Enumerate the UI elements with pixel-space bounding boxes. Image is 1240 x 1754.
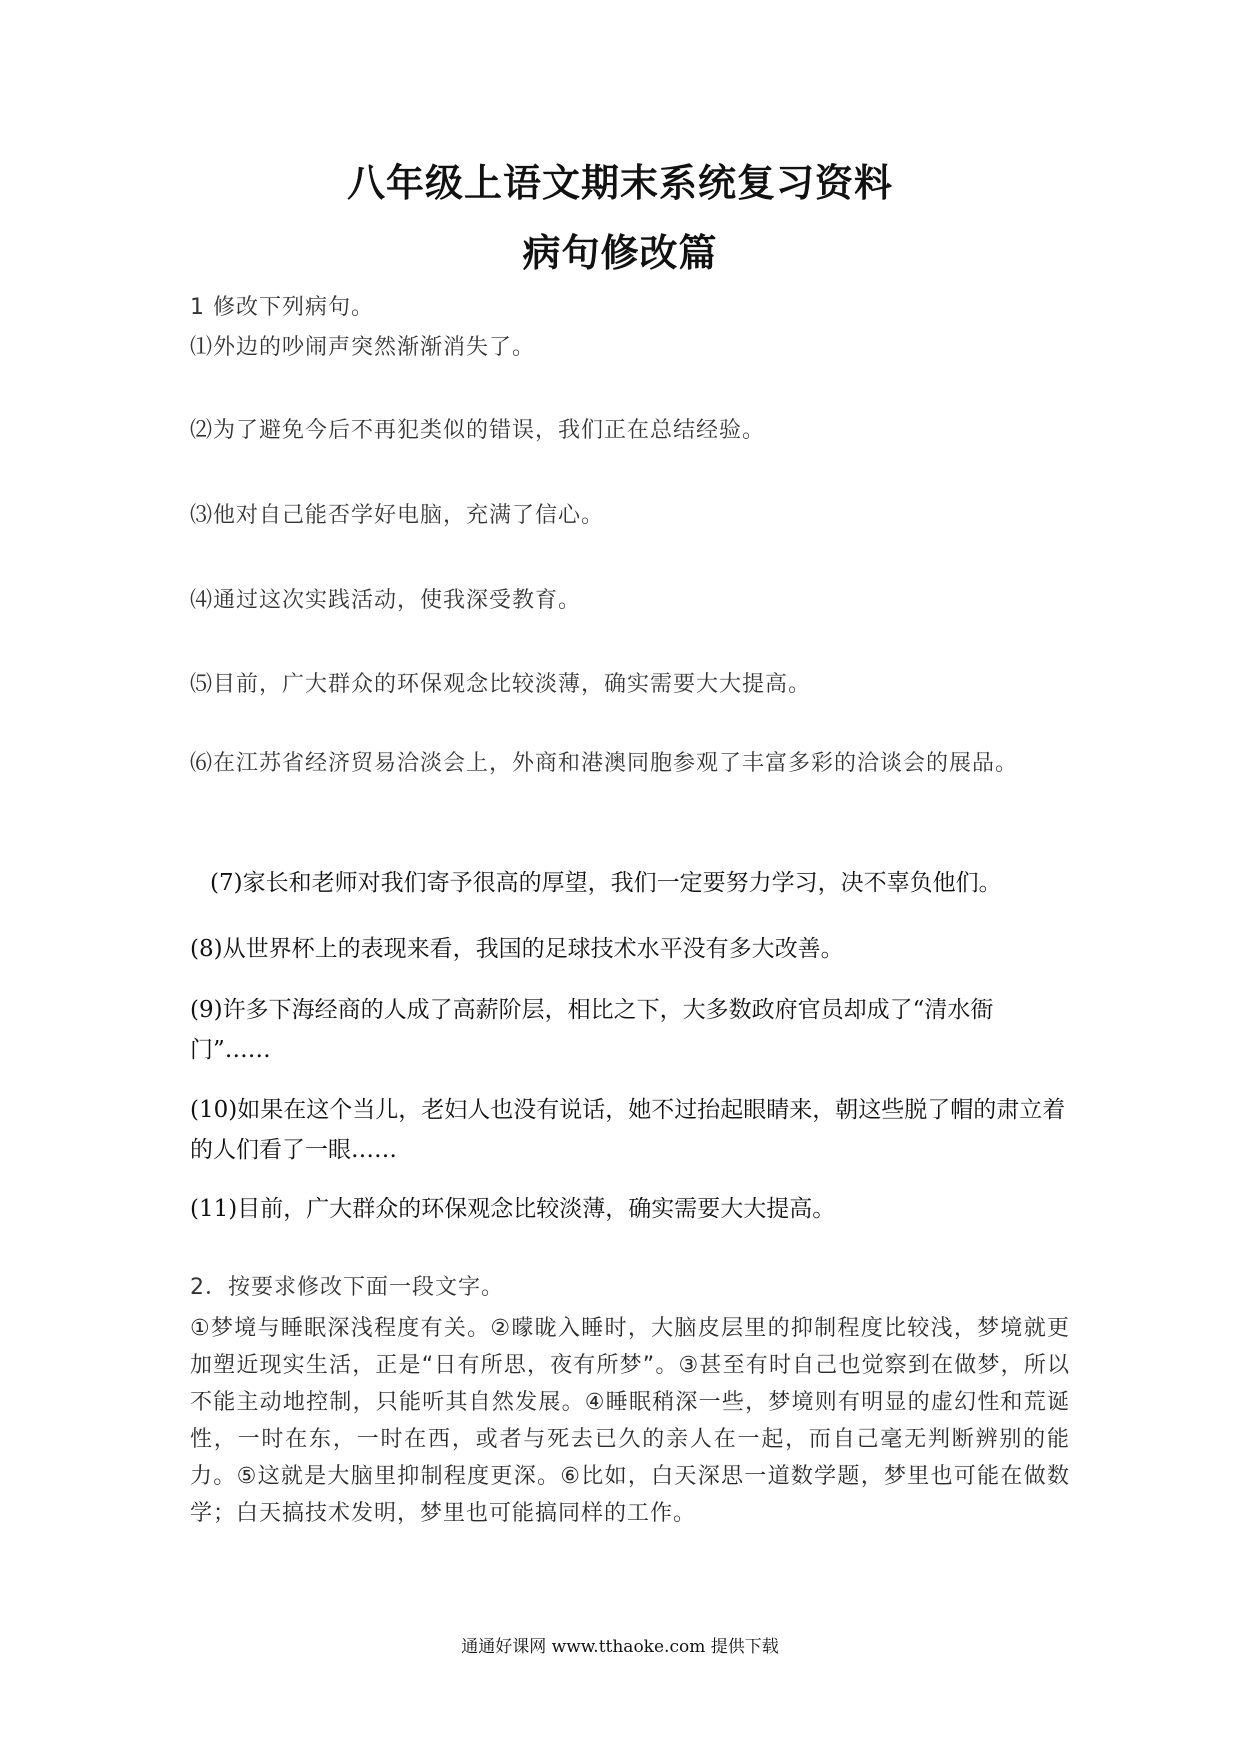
sentence-10: (10)如果在这个当儿，老妇人也没有说话，她不过抬起眼睛来，朝这些脱了帽的肃立着的人们看了一眼…… (190, 1097, 1066, 1163)
sentence-6: ⑹在江苏省经济贸易洽淡会上，外商和港澳同胞参观了丰富多彩的洽谈会的展品。 (190, 751, 1019, 776)
section1-heading: 1 修改下列病句。 (190, 295, 374, 320)
document-subtitle: 病句修改篇 (522, 230, 718, 275)
sentence-7: (7)家长和老师对我们寄予很高的厚望，我们一定要努力学习，决不辜负他们。 (210, 870, 1002, 896)
sentence-9: (9)许多下海经商的人成了高薪阶层，相比之下，大多数政府官员却成了“清水衙门”…… (190, 997, 994, 1063)
sentence-8: (8)从世界杯上的表现来看，我国的足球技术水平没有多大改善。 (190, 936, 844, 962)
sentence-1: ⑴外边的吵闹声突然渐渐消失了。 (190, 335, 536, 360)
section2-heading: 2．按要求修改下面一段文字。 (190, 1275, 504, 1300)
sentence-4: ⑷通过这次实践活动，使我深受教育。 (190, 588, 582, 613)
sentence-3: ⑶他对自己能否学好电脑，充满了信心。 (190, 503, 605, 528)
section2-paragraph: ①梦境与睡眠深浅程度有关。②曚昽入睡时，大脑皮层里的抑制程度比较浅，梦境就更加塑近现实生活，正是“日有所思，夜有所梦”。③甚至有时自己也觉察到在做梦，所以不能主动地控制，只能听其自然发展。④睡眠稍深一些，梦境则有明显的虚幻性和荒诞性，一时在东，一时在西，或者与死去已久的亲人在一起，而自己毫无判断辨别的能力。⑤这就是大脑里抑制程度更深。⑥比如，白天深思一道数学题，梦里也可能在做数学；白天搞技术发明，梦里也可能搞同样的工作。 (190, 1316, 1070, 1526)
sentence-5: ⑸目前，广大群众的环保观念比较淡薄，确实需要大大提高。 (190, 672, 812, 697)
page-footer: 通通好课网 www.tthaoke.com 提供下载 (461, 1637, 779, 1657)
document-title: 八年级上语文期末系统复习资料 (346, 160, 893, 205)
sentence-2: ⑵为了避免今后不再犯类似的错误，我们正在总结经验。 (190, 418, 766, 443)
sentence-11: (11)目前，广大群众的环保观念比较淡薄，确实需要大大提高。 (190, 1196, 836, 1222)
